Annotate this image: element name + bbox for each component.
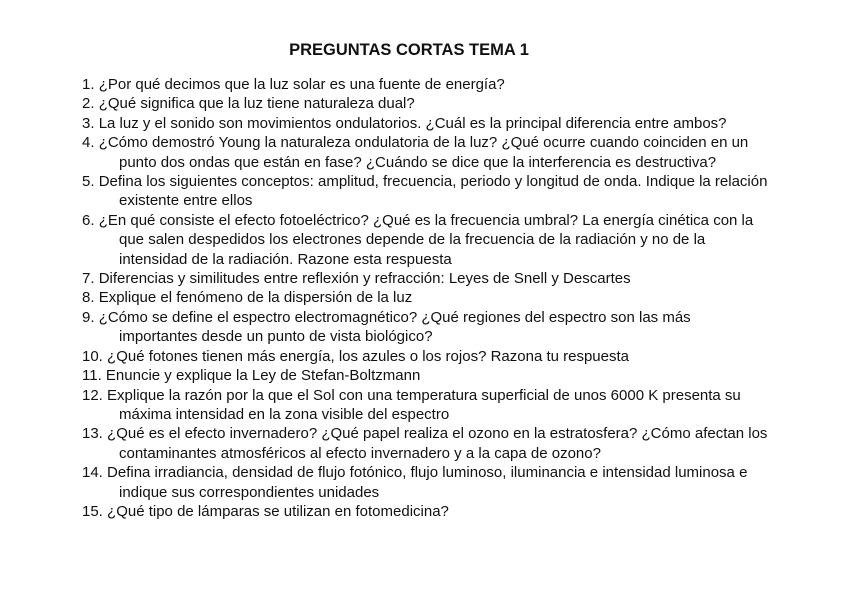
- question-text: Defina los siguientes conceptos: amplitud, frecuencia, periodo y longitud de onda. Indique la relación existente entre ellos: [98, 173, 768, 210]
- question-item-9: [82, 308, 772, 347]
- question-text: ¿Cómo se define el espectro electromagnético? ¿Qué regiones del espectro son las más importantes desde un punto de vista biológico?: [98, 308, 691, 346]
- question-item-4: [82, 133, 772, 172]
- question-number: 14.: [82, 464, 103, 482]
- question-number: 5.: [82, 173, 95, 191]
- question-item-14: [82, 463, 772, 502]
- question-text: ¿Por qué decimos que la luz solar es una fuente de energía?: [98, 76, 505, 93]
- question-text: Diferencias y similitudes entre reflexión y refracción: Leyes de Snell y Descartes: [98, 270, 631, 288]
- question-item-7: [82, 269, 772, 288]
- question-number: 6.: [82, 211, 95, 229]
- question-number: 11.: [82, 367, 102, 385]
- question-number: 10.: [82, 347, 103, 365]
- question-number: 2.: [82, 95, 95, 113]
- question-item-3: [82, 114, 772, 133]
- question-item-6: [82, 211, 772, 269]
- question-text: ¿Qué fotones tienen más energía, los azules o los rojos? Razona tu respuesta: [107, 347, 629, 365]
- question-text: ¿Cómo demostró Young la naturaleza ondulatoria de la luz? ¿Qué ocurre cuando coinciden en un punto dos ondas que están en fase? ¿Cuándo se dice que la interferencia es destructiva?: [98, 134, 749, 171]
- question-text: La luz y el sonido son movimientos ondulatorios. ¿Cuál es la principal diferencia entre ambos?: [98, 114, 727, 132]
- question-item-1: [82, 75, 772, 94]
- question-number: 15.: [82, 502, 103, 520]
- question-text: Enuncie y explique la Ley de Stefan-Boltzmann: [105, 367, 421, 385]
- question-text: ¿En qué consiste el efecto fotoeléctrico? ¿Qué es la frecuencia umbral? La energía cinética con la que salen despedidos los electrones depende de la frecuencia de la radiación y no de la intensidad de la radiación. Razone esta respuesta: [98, 211, 754, 268]
- question-number: 1.: [82, 76, 95, 93]
- question-number: 12.: [82, 386, 103, 404]
- question-number: 9.: [82, 308, 95, 326]
- question-text: ¿Qué tipo de lámparas se utilizan en fotomedicina?: [107, 502, 449, 520]
- question-item-12: [82, 386, 772, 425]
- question-text: Defina irradiancia, densidad de flujo fotónico, flujo luminoso, iluminancia e intensidad luminosa e indique sus correspondientes unidades: [107, 464, 748, 501]
- question-item-2: [82, 94, 772, 113]
- question-number: 13.: [82, 425, 103, 443]
- question-number: 7.: [82, 270, 95, 288]
- page-title: PREGUNTAS CORTAS TEMA 1: [289, 41, 529, 59]
- question-item-15: [82, 502, 772, 521]
- question-text: ¿Qué significa que la luz tiene naturaleza dual?: [98, 95, 415, 113]
- question-item-11: [82, 366, 772, 385]
- question-item-5: [82, 172, 772, 211]
- question-list: [82, 75, 772, 521]
- question-number: 8.: [82, 289, 95, 307]
- question-text: Explique la razón por la que el Sol con una temperatura superficial de unos 6000 K presenta su máxima intensidad en la zona visible del espectro: [107, 386, 741, 423]
- question-item-10: [82, 347, 772, 366]
- question-item-13: [82, 424, 772, 463]
- question-number: 4.: [82, 134, 95, 152]
- question-text: ¿Qué es el efecto invernadero? ¿Qué papel realiza el ozono en la estratosfera? ¿Cómo afectan los contaminantes atmosféricos al efecto invernadero y a la capa de ozono?: [107, 425, 768, 462]
- question-item-8: [82, 288, 772, 307]
- question-number: 3.: [82, 114, 95, 132]
- question-text: Explique el fenómeno de la dispersión de la luz: [98, 289, 413, 307]
